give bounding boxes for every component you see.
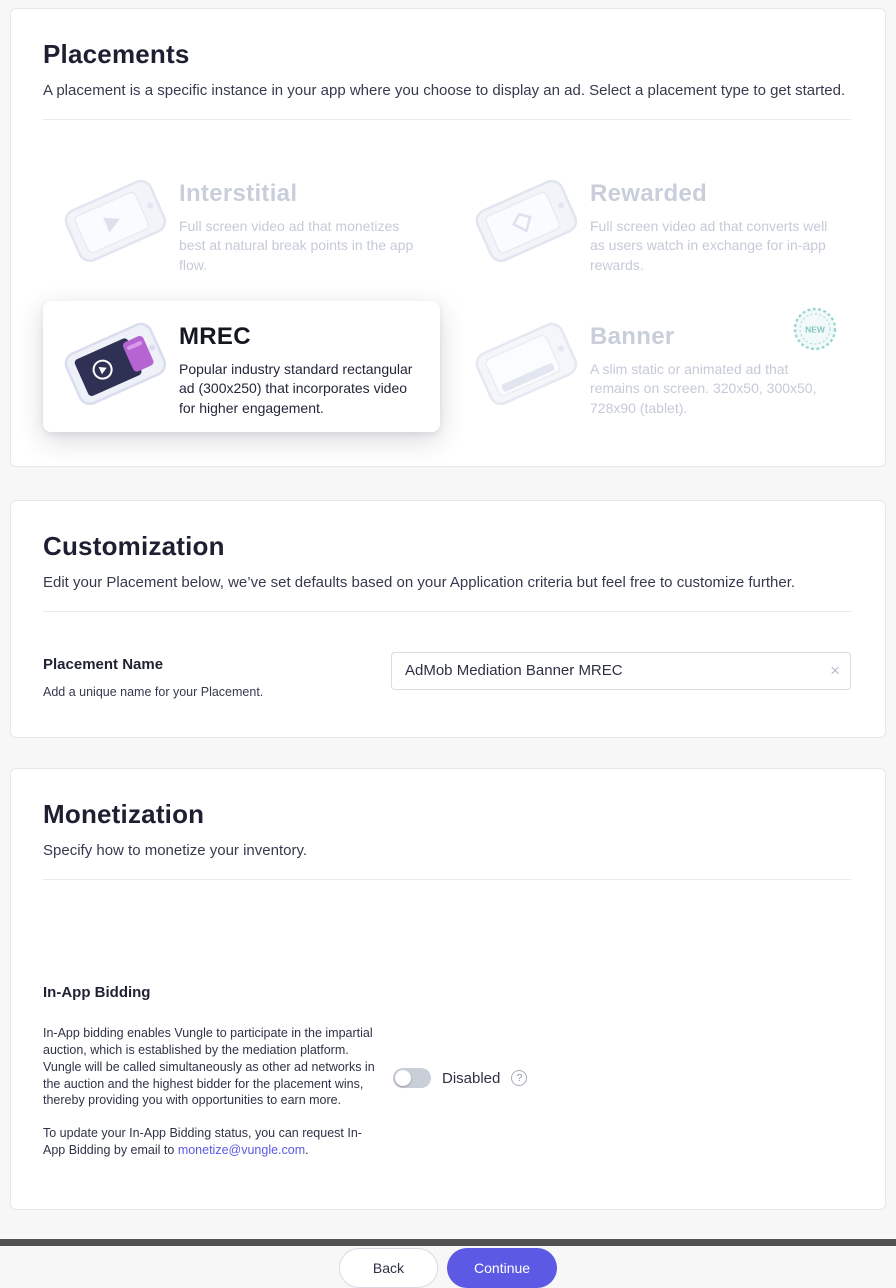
in-app-bidding-section (43, 984, 851, 1175)
toggle-knob (395, 1070, 411, 1086)
monetize-email-link[interactable]: monetize@vungle.com (177, 1143, 306, 1158)
placement-option-description: A slim static or animated ad that remains on screen. 320x50, 300x50, 728x90 (tablet). (590, 360, 817, 416)
new-badge-label: NEW (805, 324, 825, 335)
placement-option-title: Banner (590, 322, 675, 350)
placements-subtitle: A placement is a specific instance in your app where you choose to display an ad. Select a placement type to get started. (43, 82, 846, 99)
placement-option-banner[interactable] (454, 301, 851, 432)
monetization-card (10, 768, 886, 1210)
placement-name-field (43, 652, 851, 699)
divider (43, 119, 851, 120)
placement-option-title: Interstitial (179, 180, 298, 207)
placement-option-description: Full screen video ad that monetizes best at natural break points in the app flow. (179, 218, 414, 273)
in-app-bidding-toggle[interactable] (393, 1068, 431, 1088)
interstitial-phone-icon (57, 172, 173, 268)
footer-actions (0, 1248, 896, 1288)
placement-type-grid (43, 158, 851, 432)
continue-button[interactable]: Continue (447, 1248, 557, 1288)
new-badge-icon (793, 307, 837, 351)
placement-option-title: MREC (179, 322, 251, 350)
monetization-title: Monetization (43, 798, 205, 829)
placements-title: Placements (43, 39, 190, 69)
customization-title: Customization (43, 530, 225, 561)
in-app-bidding-description: In-App bidding enables Vungle to participate in the impartial auction, which is established by the mediation platform. Vungle will be called simultaneously as other ad networks in the auction and the highest bidder for the placement wins, thereby providing you with opportunities to earn more. (43, 1025, 375, 1108)
in-app-bidding-control (393, 982, 527, 1175)
rewarded-phone-icon (468, 172, 584, 268)
back-button[interactable]: Back (339, 1248, 438, 1288)
placement-option-rewarded[interactable] (454, 158, 851, 289)
placement-option-description: Popular industry standard rectangular ad (300x250) that incorporates video for higher engagement. (179, 360, 413, 416)
placement-name-input-wrap (391, 652, 851, 690)
in-app-bidding-label: In-App Bidding (43, 983, 151, 1001)
mrec-phone-icon (57, 315, 173, 411)
placement-option-interstitial[interactable] (43, 158, 440, 289)
placement-name-label-block (43, 652, 263, 699)
placement-option-mrec[interactable] (43, 301, 440, 432)
customization-subtitle: Edit your Placement below, we’ve set defaults based on your Application criteria but feel free to customize further. (43, 573, 796, 591)
divider (43, 879, 851, 880)
placements-card (10, 8, 886, 467)
placement-name-input[interactable] (391, 652, 851, 690)
in-app-bidding-info (43, 984, 393, 1175)
placement-name-help: Add a unique name for your Placement. (43, 684, 264, 699)
placement-name-label: Placement Name (43, 655, 164, 673)
update-note-prefix: To update your In-App Bidding status, you can request In-App Bidding by email to (43, 1126, 362, 1158)
help-icon[interactable]: ? (511, 1070, 527, 1086)
update-note-suffix: . (305, 1143, 309, 1158)
placement-option-description: Full screen video ad that converts well as users watch in exchange for in-app rewards. (590, 218, 828, 273)
bottom-edge-bar (0, 1239, 896, 1246)
monetization-subtitle: Specify how to monetize your inventory. (43, 841, 308, 859)
in-app-bidding-status: Disabled (442, 1069, 501, 1087)
in-app-bidding-update-note (43, 1125, 381, 1159)
banner-phone-icon (468, 315, 584, 411)
divider (43, 611, 851, 612)
clear-input-icon[interactable]: × (830, 661, 840, 681)
customization-card (10, 500, 886, 738)
placement-option-title: Rewarded (590, 180, 708, 207)
